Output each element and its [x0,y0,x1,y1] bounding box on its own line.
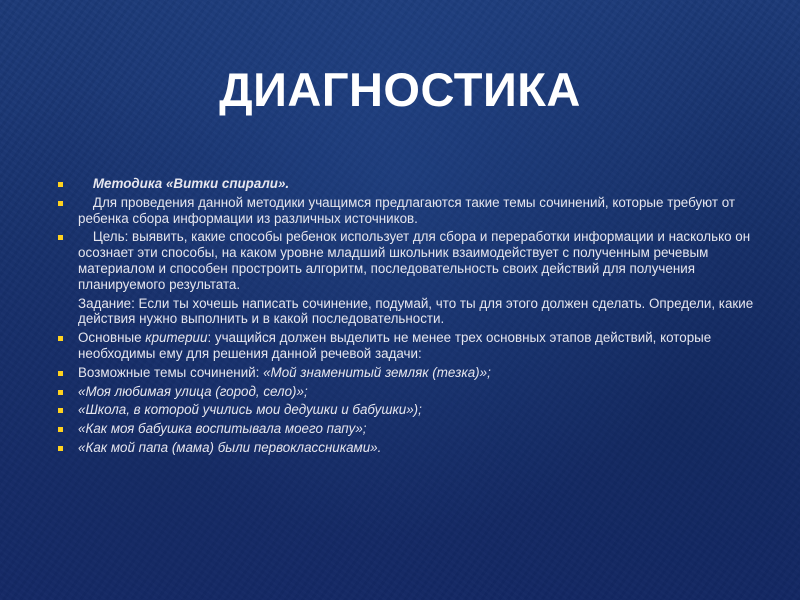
square-bullet-icon [58,336,63,341]
list-item-topic-2 [58,384,758,400]
criteria-suffix: : учащийся должен выделить не менее трех основных этапов действий, которые необходимы ему для решения данной речевой задачи: [78,330,712,361]
bullet-list [58,176,758,459]
square-bullet-icon [58,182,63,187]
list-item-intro [58,195,758,227]
list-item-topics [58,365,758,381]
topic-2: «Моя любимая улица (город, село)»; [78,383,308,399]
topics-prefix: Возможные темы сочинений: [78,364,264,380]
square-bullet-icon [58,201,63,206]
criteria-emphasis: критерии [145,330,208,346]
list-item-criteria [58,330,758,362]
goal-text: Цель: выявить, какие способы ребенок использует для сбора и переработки информации и насколько он осознает эти способы, на каком уровне младший школьник взаимодействует с полученным речевым материалом и способен простроить алгоритм, последовательность своих действий для получения планируемого результата. [78,229,751,292]
square-bullet-icon [58,390,63,395]
topic-1: «Мой знаменитый земляк (тезка)»; [263,364,491,380]
square-bullet-icon [58,235,63,240]
topic-5: «Как мой папа (мама) были первоклассниками». [78,439,382,455]
list-item-task [58,296,758,328]
method-name: Методика «Витки спирали». [92,176,290,191]
square-bullet-icon [58,371,63,376]
list-item-topic-3 [58,402,758,418]
topic-4: «Как моя бабушка воспитывала моего папу»; [78,421,367,437]
list-item-method [58,176,758,192]
slide-title: ДИАГНОСТИКА [219,63,581,116]
topic-3: «Школа, в которой учились мои дедушки и бабушки»); [78,402,422,418]
task-text: Задание: Если ты хочешь написать сочинение, подумай, что ты для этого должен сделать. Определи, какие действия нужно выполнить и в какой последовательности. [78,295,754,327]
list-item-topic-5 [58,440,758,456]
list-item-goal [58,229,758,292]
criteria-prefix: Основные [78,330,146,346]
square-bullet-icon [58,427,63,432]
square-bullet-icon [58,408,63,413]
intro-text: Для проведения данной методики учащимся предлагаются такие темы сочинений, которые требуют от ребенка сбора информации из различных источников. [78,194,736,226]
square-bullet-icon [58,446,63,451]
list-item-topic-4 [58,421,758,437]
